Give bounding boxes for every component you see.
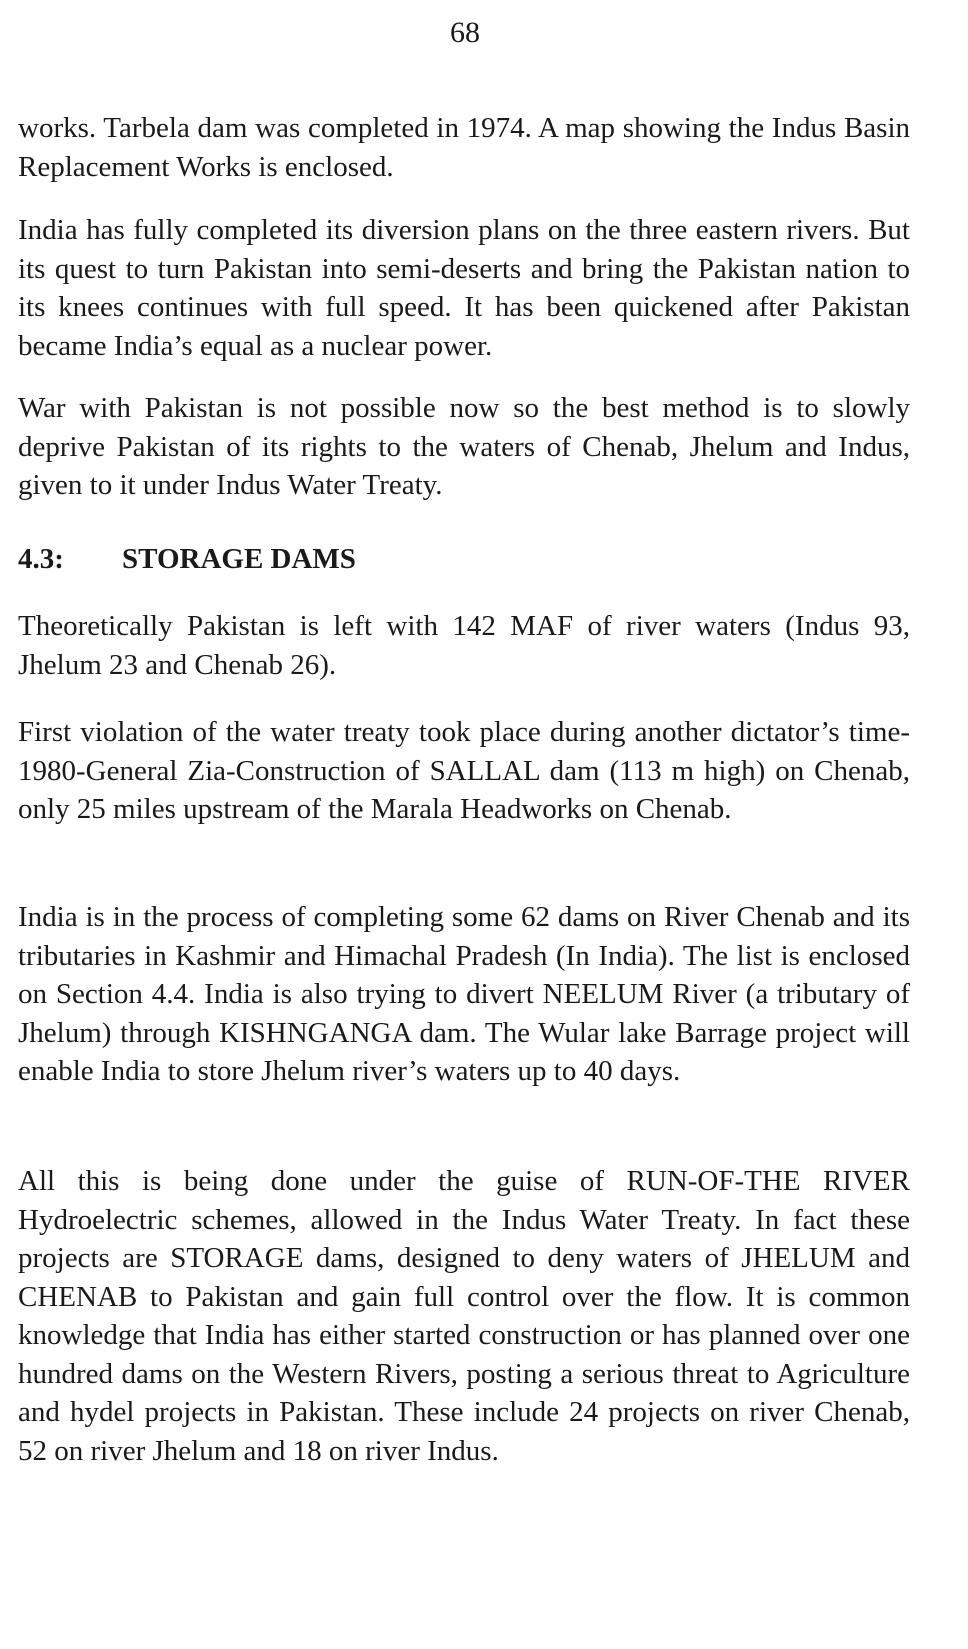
section-number: 4.3: [18, 543, 64, 575]
paragraph-diversion-plans: India has fully completed its diversion plans on the three eastern rivers. But its quest to turn Pakistan into semi-deserts and bring the Pakistan nation to its knees continues with full speed. It has been quickened after Pakistan became India’s equal as a nuclear power. [18, 214, 910, 362]
section-heading [18, 540, 356, 578]
paragraph-river-waters: Theoretically Pakistan is left with 142 MAF of river waters (Indus 93, Jhelum 23 and Chenab 26). [18, 610, 910, 681]
paragraph-dams-on-chenab: India is in the process of completing some 62 dams on River Chenab and its tributaries in Kashmir and Himachal Pradesh (In India). The list is enclosed on Section 4.4. India is also trying to divert NEELUM River (a tributary of Jhelum) through KISHNGANGA dam. The Wular lake Barrage project will enable India to store Jhelum river’s waters up to 40 days. [18, 901, 910, 1087]
section-title: STORAGE DAMS [122, 543, 356, 575]
paragraph-run-of-the-river: All this is being done under the guise of RUN-OF-THE RIVER Hydroelectric schemes, allowed in the Indus Water Treaty. In fact these projects are STORAGE dams, designed to deny waters of JHELUM and CHENAB to Pakistan and gain full control over the flow. It is common knowledge that India has either started construction or has planned over one hundred dams on the Western Rivers, posting a serious threat to Agriculture and hydel projects in Pakistan. These include 24 projects on river Chenab, 52 on river Jhelum and 18 on river Indus. [18, 1165, 910, 1467]
paragraph-war-with-pakistan: War with Pakistan is not possible now so the best method is to slowly deprive Pakistan of its rights to the waters of Chenab, Jhelum and Indus, given to it under Indus Water Treaty. [18, 392, 910, 501]
paragraph-first-violation: First violation of the water treaty took place during another dictator’s time-1980-General Zia-Construction of SALLAL dam (113 m high) on Chenab, only 25 miles upstream of the Marala Headworks on Chenab. [18, 716, 910, 825]
paragraph-tarbela: works. Tarbela dam was completed in 1974. A map showing the Indus Basin Replacement Works is enclosed. [18, 112, 910, 183]
page-number: 68 [450, 16, 480, 49]
